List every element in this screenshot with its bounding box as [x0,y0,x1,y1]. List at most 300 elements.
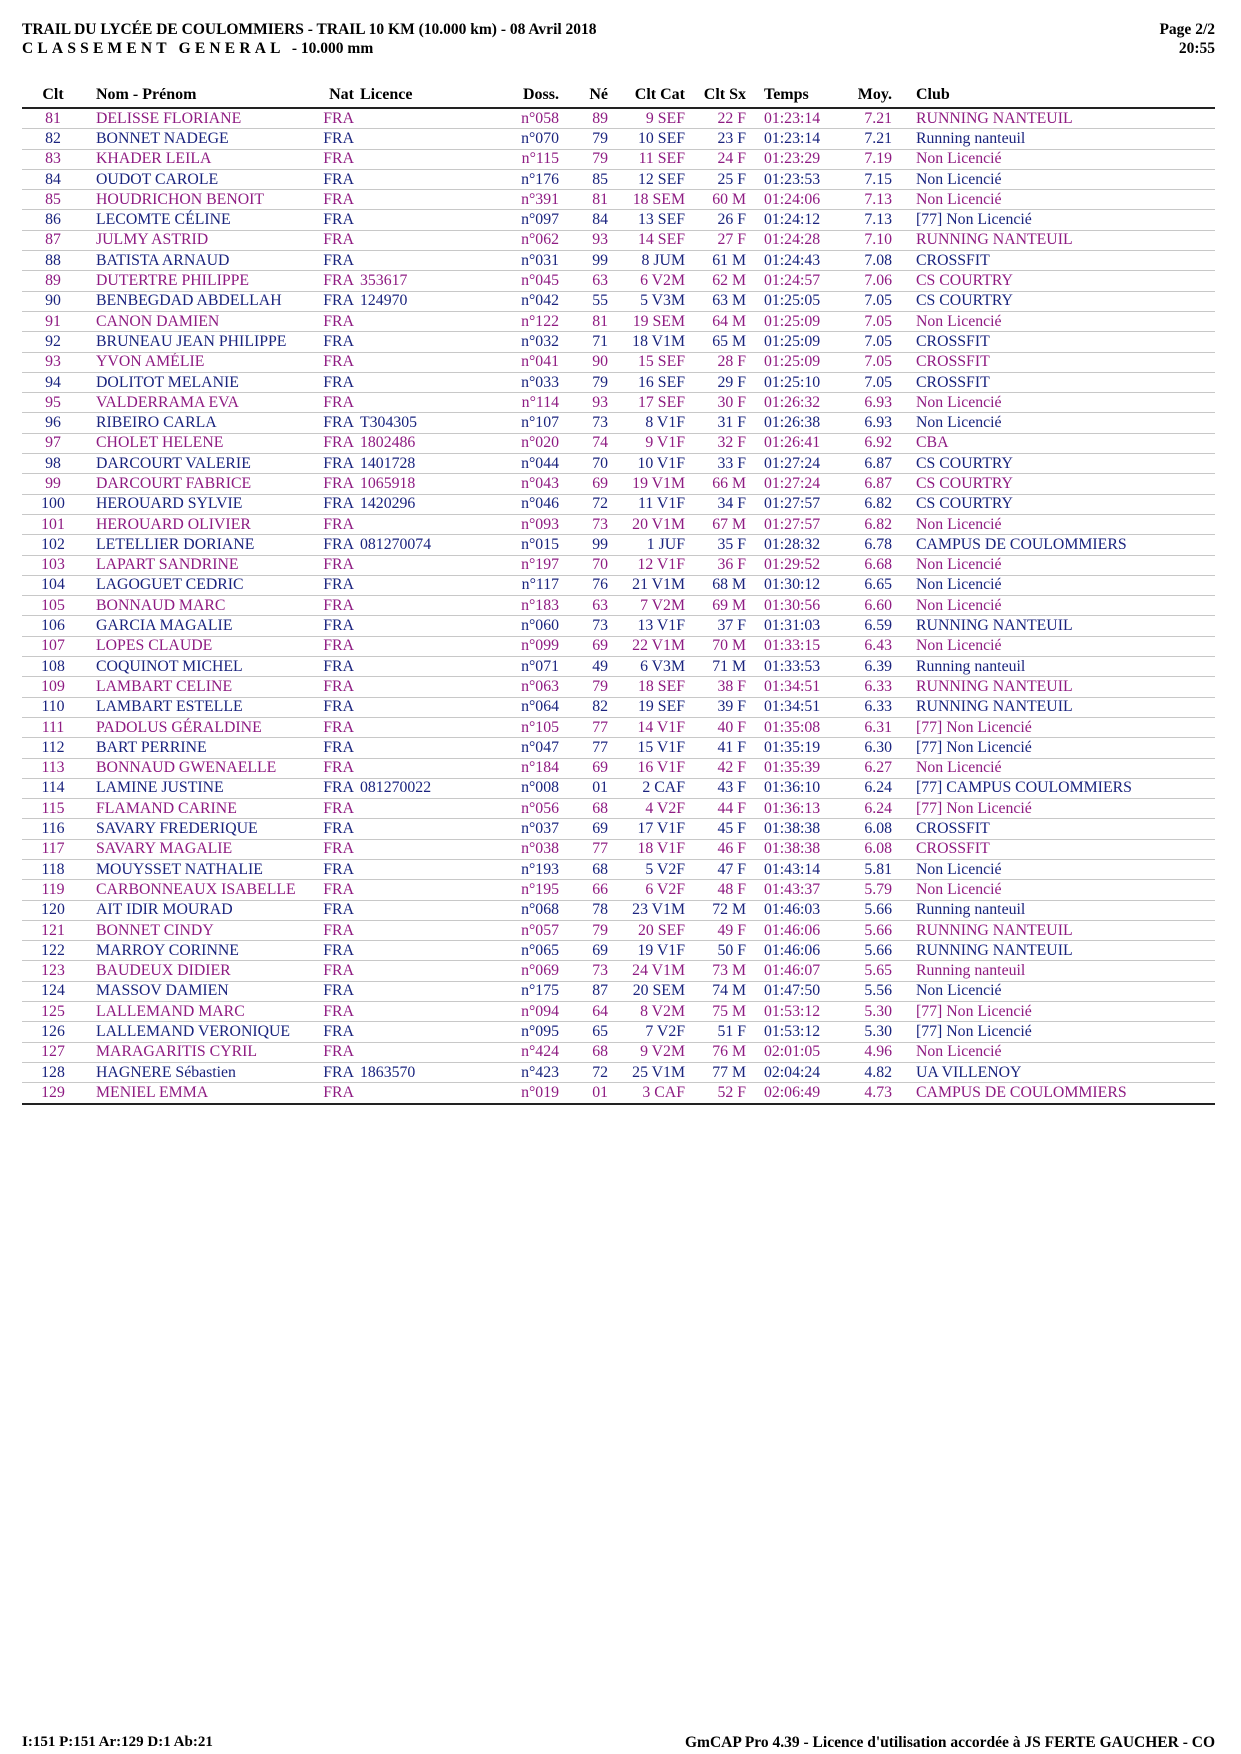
table-row [22,738,1215,758]
cell-rank: 91 [22,311,84,331]
cell-club: CS COURTRY [898,454,1215,474]
cell-time: 01:24:57 [746,271,833,291]
cell-rank: 127 [22,1042,84,1062]
cell-cat-rank: 18 SEM [614,190,689,210]
cell-speed: 6.93 [833,393,898,413]
cell-nat: FRA [314,636,354,656]
cell-sex-rank: 30 F [689,393,746,413]
cell-nat: FRA [314,230,354,250]
cell-name: DELISSE FLORIANE [84,108,314,129]
table-row [22,352,1215,372]
cell-born: 55 [559,291,614,311]
cell-born: 69 [559,758,614,778]
cell-speed: 6.92 [833,433,898,453]
cell-born: 72 [559,494,614,514]
cell-rank: 102 [22,535,84,555]
cell-licence [354,575,499,595]
cell-cat-rank: 19 SEM [614,311,689,331]
cell-born: 66 [559,880,614,900]
cell-rank: 86 [22,210,84,230]
cell-licence [354,657,499,677]
cell-speed: 4.96 [833,1042,898,1062]
cell-licence: 1065918 [354,474,499,494]
cell-rank: 119 [22,880,84,900]
cell-bib: n°099 [499,636,559,656]
cell-nat: FRA [314,332,354,352]
cell-sex-rank: 67 M [689,514,746,534]
cell-cat-rank: 22 V1M [614,636,689,656]
cell-sex-rank: 73 M [689,961,746,981]
cell-nat: FRA [314,778,354,798]
cell-nat: FRA [314,758,354,778]
cell-licence: 353617 [354,271,499,291]
cell-licence [354,169,499,189]
table-row [22,819,1215,839]
table-row [22,210,1215,230]
cell-name: PADOLUS GÉRALDINE [84,717,314,737]
cell-time: 01:34:51 [746,677,833,697]
table-row [22,535,1215,555]
cell-rank: 87 [22,230,84,250]
cell-born: 79 [559,677,614,697]
cell-speed: 7.08 [833,251,898,271]
cell-licence [354,677,499,697]
cell-born: 93 [559,393,614,413]
cell-speed: 5.56 [833,981,898,1001]
cell-speed: 5.79 [833,880,898,900]
cell-rank: 96 [22,413,84,433]
cell-nat: FRA [314,717,354,737]
cell-name: BAUDEUX DIDIER [84,961,314,981]
cell-born: 69 [559,941,614,961]
cell-nat: FRA [314,393,354,413]
cell-born: 87 [559,981,614,1001]
cell-time: 01:24:43 [746,251,833,271]
cell-time: 01:27:57 [746,514,833,534]
table-row [22,555,1215,575]
cell-cat-rank: 8 V2M [614,1002,689,1022]
cell-club: Running nanteuil [898,129,1215,149]
table-row [22,799,1215,819]
cell-name: COQUINOT MICHEL [84,657,314,677]
cell-time: 01:26:41 [746,433,833,453]
cell-time: 01:29:52 [746,555,833,575]
cell-name: OUDOT CAROLE [84,169,314,189]
table-row [22,981,1215,1001]
cell-sex-rank: 25 F [689,169,746,189]
cell-speed: 5.66 [833,920,898,940]
cell-time: 01:25:09 [746,352,833,372]
race-title: TRAIL DU LYCÉE DE COULOMMIERS - TRAIL 10 KM (10.000 km) - 08 Avril 2018 [22,21,597,38]
table-row [22,778,1215,798]
cell-speed: 5.30 [833,1022,898,1042]
col-header-doss: Doss. [499,82,559,108]
cell-speed: 7.15 [833,169,898,189]
cell-rank: 107 [22,636,84,656]
cell-born: 93 [559,230,614,250]
table-row [22,677,1215,697]
ranking-distance: - 10.000 mm [291,40,374,57]
cell-time: 01:35:08 [746,717,833,737]
cell-born: 68 [559,859,614,879]
cell-cat-rank: 10 SEF [614,129,689,149]
cell-club: CBA [898,433,1215,453]
cell-rank: 109 [22,677,84,697]
cell-name: DARCOURT FABRICE [84,474,314,494]
cell-born: 01 [559,1083,614,1104]
cell-speed: 6.33 [833,697,898,717]
cell-club: [77] Non Licencié [898,1002,1215,1022]
table-row [22,1083,1215,1104]
table-row [22,169,1215,189]
cell-bib: n°069 [499,961,559,981]
cell-club: [77] Non Licencié [898,210,1215,230]
cell-sex-rank: 28 F [689,352,746,372]
cell-licence [354,230,499,250]
cell-nat: FRA [314,981,354,1001]
cell-speed: 7.05 [833,332,898,352]
cell-licence [354,738,499,758]
cell-name: MARROY CORINNE [84,941,314,961]
table-row [22,332,1215,352]
cell-time: 01:53:12 [746,1002,833,1022]
cell-rank: 110 [22,697,84,717]
cell-club: CROSSFIT [898,332,1215,352]
cell-licence [354,961,499,981]
cell-time: 01:46:03 [746,900,833,920]
cell-rank: 92 [22,332,84,352]
cell-cat-rank: 11 V1F [614,494,689,514]
cell-name: LOPES CLAUDE [84,636,314,656]
cell-nat: FRA [314,474,354,494]
cell-licence [354,859,499,879]
cell-bib: n°045 [499,271,559,291]
cell-speed: 6.30 [833,738,898,758]
cell-bib: n°062 [499,230,559,250]
cell-licence [354,129,499,149]
cell-rank: 129 [22,1083,84,1104]
cell-sex-rank: 63 M [689,291,746,311]
cell-cat-rank: 3 CAF [614,1083,689,1104]
table-row [22,1022,1215,1042]
cell-bib: n°105 [499,717,559,737]
cell-cat-rank: 6 V3M [614,657,689,677]
cell-cat-rank: 5 V3M [614,291,689,311]
cell-speed: 6.08 [833,819,898,839]
cell-club: CS COURTRY [898,494,1215,514]
cell-name: MENIEL EMMA [84,1083,314,1104]
cell-club: Running nanteuil [898,900,1215,920]
cell-born: 68 [559,799,614,819]
cell-bib: n°068 [499,900,559,920]
cell-speed: 6.82 [833,494,898,514]
cell-bib: n°008 [499,778,559,798]
col-header-nat: Nat [314,82,354,108]
table-row [22,271,1215,291]
cell-rank: 84 [22,169,84,189]
cell-sex-rank: 47 F [689,859,746,879]
cell-rank: 98 [22,454,84,474]
cell-born: 77 [559,839,614,859]
cell-speed: 7.05 [833,372,898,392]
table-row [22,880,1215,900]
cell-licence [354,149,499,169]
cell-licence: 1401728 [354,454,499,474]
cell-born: 79 [559,920,614,940]
cell-name: LAMBART CELINE [84,677,314,697]
cell-name: HOUDRICHON BENOIT [84,190,314,210]
cell-club: [77] Non Licencié [898,738,1215,758]
cell-time: 01:43:14 [746,859,833,879]
cell-bib: n°044 [499,454,559,474]
cell-born: 84 [559,210,614,230]
cell-licence [354,981,499,1001]
race-stats: I:151 P:151 Ar:129 D:1 Ab:21 [22,1734,213,1750]
cell-name: LALLEMAND VERONIQUE [84,1022,314,1042]
cell-bib: n°056 [499,799,559,819]
cell-rank: 85 [22,190,84,210]
cell-name: LALLEMAND MARC [84,1002,314,1022]
cell-bib: n°423 [499,1062,559,1082]
cell-bib: n°184 [499,758,559,778]
cell-speed: 5.66 [833,941,898,961]
cell-rank: 99 [22,474,84,494]
table-row [22,900,1215,920]
cell-rank: 117 [22,839,84,859]
cell-licence [354,1042,499,1062]
cell-born: 49 [559,657,614,677]
table-row [22,514,1215,534]
cell-rank: 101 [22,514,84,534]
document-header [22,20,597,58]
table-row [22,251,1215,271]
cell-born: 71 [559,332,614,352]
cell-sex-rank: 45 F [689,819,746,839]
cell-cat-rank: 21 V1M [614,575,689,595]
cell-bib: n°063 [499,677,559,697]
cell-cat-rank: 9 V2M [614,1042,689,1062]
cell-time: 01:36:13 [746,799,833,819]
cell-time: 01:46:06 [746,920,833,940]
cell-club: RUNNING NANTEUIL [898,230,1215,250]
cell-born: 63 [559,271,614,291]
cell-bib: n°195 [499,880,559,900]
cell-name: BENBEGDAD ABDELLAH [84,291,314,311]
cell-bib: n°183 [499,596,559,616]
cell-licence [354,352,499,372]
cell-licence [354,596,499,616]
cell-licence [354,616,499,636]
table-row [22,108,1215,129]
cell-cat-rank: 9 SEF [614,108,689,129]
cell-cat-rank: 19 SEF [614,697,689,717]
cell-time: 01:34:51 [746,697,833,717]
cell-nat: FRA [314,961,354,981]
cell-time: 01:38:38 [746,839,833,859]
cell-name: LECOMTE CÉLINE [84,210,314,230]
cell-sex-rank: 77 M [689,1062,746,1082]
cell-speed: 5.65 [833,961,898,981]
col-header-clt: Clt [22,82,84,108]
cell-club: Non Licencié [898,636,1215,656]
cell-cat-rank: 18 V1F [614,839,689,859]
cell-time: 01:30:56 [746,596,833,616]
cell-speed: 6.24 [833,778,898,798]
cell-cat-rank: 24 V1M [614,961,689,981]
cell-sex-rank: 52 F [689,1083,746,1104]
cell-rank: 120 [22,900,84,920]
cell-licence [354,900,499,920]
cell-bib: n°020 [499,433,559,453]
cell-speed: 6.59 [833,616,898,636]
cell-born: 73 [559,961,614,981]
cell-nat: FRA [314,819,354,839]
table-row [22,149,1215,169]
table-row [22,494,1215,514]
cell-born: 99 [559,535,614,555]
cell-rank: 126 [22,1022,84,1042]
cell-time: 01:43:37 [746,880,833,900]
cell-name: HAGNERE Sébastien [84,1062,314,1082]
cell-nat: FRA [314,413,354,433]
table-row [22,190,1215,210]
cell-time: 01:26:38 [746,413,833,433]
cell-sex-rank: 72 M [689,900,746,920]
cell-speed: 7.05 [833,291,898,311]
cell-club: Non Licencié [898,413,1215,433]
cell-sex-rank: 37 F [689,616,746,636]
cell-nat: FRA [314,657,354,677]
cell-bib: n°094 [499,1002,559,1022]
cell-licence: T304305 [354,413,499,433]
cell-rank: 111 [22,717,84,737]
cell-bib: n°107 [499,413,559,433]
cell-sex-rank: 35 F [689,535,746,555]
cell-club: RUNNING NANTEUIL [898,920,1215,940]
cell-bib: n°047 [499,738,559,758]
cell-speed: 4.82 [833,1062,898,1082]
cell-cat-rank: 13 V1F [614,616,689,636]
cell-rank: 82 [22,129,84,149]
cell-name: HEROUARD OLIVIER [84,514,314,534]
cell-club: Non Licencié [898,190,1215,210]
cell-club: RUNNING NANTEUIL [898,108,1215,129]
cell-speed: 6.78 [833,535,898,555]
cell-nat: FRA [314,1083,354,1104]
table-row [22,839,1215,859]
cell-sex-rank: 27 F [689,230,746,250]
cell-speed: 7.10 [833,230,898,250]
cell-nat: FRA [314,352,354,372]
cell-rank: 118 [22,859,84,879]
cell-name: BATISTA ARNAUD [84,251,314,271]
cell-club: Non Licencié [898,575,1215,595]
cell-nat: FRA [314,1062,354,1082]
table-row [22,758,1215,778]
cell-time: 01:35:19 [746,738,833,758]
cell-speed: 6.24 [833,799,898,819]
cell-speed: 6.82 [833,514,898,534]
cell-licence [354,920,499,940]
cell-licence: 1863570 [354,1062,499,1082]
cell-time: 01:27:24 [746,454,833,474]
cell-bib: n°037 [499,819,559,839]
cell-bib: n°175 [499,981,559,1001]
cell-nat: FRA [314,616,354,636]
cell-club: Non Licencié [898,514,1215,534]
cell-sex-rank: 42 F [689,758,746,778]
cell-licence [354,758,499,778]
cell-rank: 95 [22,393,84,413]
cell-rank: 116 [22,819,84,839]
cell-born: 82 [559,697,614,717]
cell-sex-rank: 34 F [689,494,746,514]
cell-speed: 6.43 [833,636,898,656]
cell-licence [354,636,499,656]
cell-rank: 113 [22,758,84,778]
cell-sex-rank: 66 M [689,474,746,494]
cell-speed: 4.73 [833,1083,898,1104]
cell-club: Non Licencié [898,880,1215,900]
table-row [22,474,1215,494]
table-row [22,941,1215,961]
cell-nat: FRA [314,575,354,595]
cell-bib: n°391 [499,190,559,210]
cell-sex-rank: 38 F [689,677,746,697]
cell-rank: 88 [22,251,84,271]
print-time: 20:55 [1178,40,1215,57]
cell-cat-rank: 1 JUF [614,535,689,555]
cell-sex-rank: 22 F [689,108,746,129]
cell-speed: 6.87 [833,454,898,474]
cell-name: BONNET NADEGE [84,129,314,149]
cell-time: 01:23:53 [746,169,833,189]
cell-name: BONNET CINDY [84,920,314,940]
cell-speed: 5.81 [833,859,898,879]
cell-speed: 7.21 [833,129,898,149]
cell-cat-rank: 20 SEM [614,981,689,1001]
cell-speed: 6.08 [833,839,898,859]
cell-born: 69 [559,636,614,656]
cell-licence [354,210,499,230]
cell-speed: 7.13 [833,210,898,230]
cell-born: 72 [559,1062,614,1082]
cell-cat-rank: 11 SEF [614,149,689,169]
cell-born: 89 [559,108,614,129]
cell-club: CROSSFIT [898,839,1215,859]
cell-nat: FRA [314,535,354,555]
cell-club: CROSSFIT [898,819,1215,839]
cell-bib: n°193 [499,859,559,879]
cell-rank: 100 [22,494,84,514]
cell-born: 77 [559,738,614,758]
cell-time: 01:25:05 [746,291,833,311]
cell-time: 01:28:32 [746,535,833,555]
cell-rank: 94 [22,372,84,392]
cell-speed: 6.87 [833,474,898,494]
cell-born: 73 [559,514,614,534]
cell-cat-rank: 13 SEF [614,210,689,230]
cell-licence [354,393,499,413]
cell-bib: n°064 [499,697,559,717]
cell-nat: FRA [314,190,354,210]
cell-cat-rank: 8 V1F [614,413,689,433]
table-row [22,1042,1215,1062]
cell-cat-rank: 18 V1M [614,332,689,352]
cell-bib: n°115 [499,149,559,169]
cell-nat: FRA [314,596,354,616]
cell-licence [354,697,499,717]
